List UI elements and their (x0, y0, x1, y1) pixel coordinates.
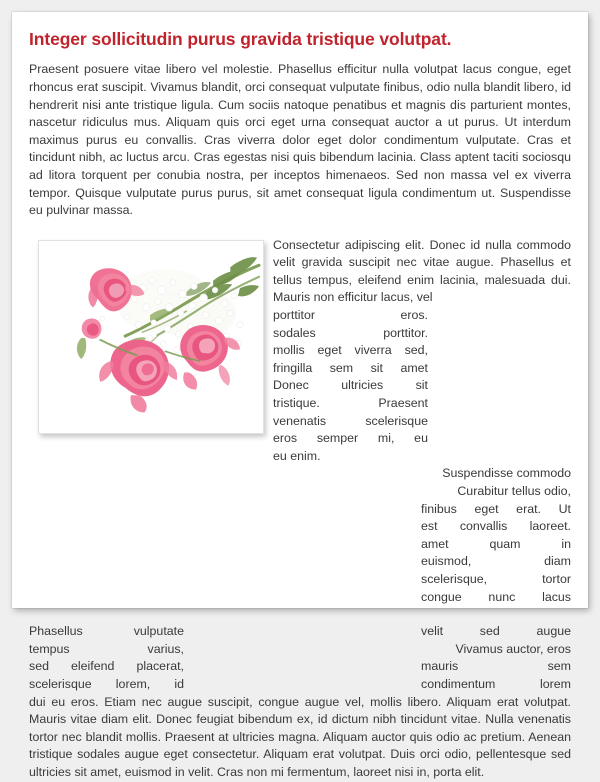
wrapped-word: mollis (273, 343, 305, 358)
wrapped-line (421, 623, 571, 641)
wrapped-line (421, 518, 571, 536)
wrapped-word: scelerisque (365, 413, 428, 428)
paragraph-2-left-column (273, 307, 428, 465)
wrapped-line (421, 641, 571, 659)
wrapped-word: Curabitur tellus odio, (457, 484, 571, 498)
wrapped-content-region (29, 237, 571, 782)
wrapped-word: Suspendisse commodo (442, 466, 571, 481)
wrapped-line (29, 641, 184, 659)
wrapped-line (29, 658, 184, 676)
wrapped-word: viverra (354, 343, 392, 358)
wrapped-word: eu enim. (273, 448, 321, 463)
wrapped-word: congue (421, 589, 462, 604)
wrapped-word: vulputate (133, 624, 184, 639)
wrapped-word: semper (316, 431, 359, 446)
wrapped-word: finibus (421, 501, 457, 516)
wrapped-word: Vivamus auctor, eros (455, 641, 571, 656)
wrapped-word: erat. (516, 501, 541, 516)
wrapped-line (273, 395, 428, 413)
wrapped-line (421, 676, 571, 694)
wrapped-line (421, 501, 571, 519)
wrapped-word: lorem, (115, 676, 151, 691)
wrapped-word: placerat, (136, 659, 184, 674)
wrapped-word: lacus (542, 589, 571, 604)
wrapped-word: eros (273, 431, 298, 446)
wrapped-word: mi, (377, 431, 395, 446)
wrapped-word: sit (415, 378, 428, 393)
wrapped-word: nunc (488, 589, 516, 604)
wrapped-word: eros. (400, 308, 428, 323)
wrapped-line (421, 589, 571, 607)
wrapped-word: sed (29, 659, 49, 674)
document-page-card (12, 12, 588, 779)
paragraph-3-tail: dui eu eros. Etiam nec augue suscipit, congue augue vel, mollis libero. Aliquam erat volutpat. Mauris vitae diam elit. Donec feugiat bibendum ex, id dictum nibh tincidunt vitae. Nulla venenatis tortor nec blandit mollis. Praesent at ultricies magna. Aliquam auctor quis odio ac pretium. Aenean tristique sodales augue eget consectetur. Aliquam erat volutpat. Duis orci odio, pellentesque sed ultricies sit amet, euismod in velit. Cras non mi fermentum, laoreet nisi in, porta elit. (29, 694, 571, 779)
wrapped-word: diam (544, 554, 571, 569)
wrapped-line (273, 377, 428, 395)
rose-photo-figure (38, 240, 264, 434)
wrapped-word: sodales (273, 325, 316, 340)
wrapped-line (273, 342, 428, 360)
article-body (29, 29, 571, 779)
paragraph-gap (29, 606, 571, 623)
wrapped-word: id (174, 676, 184, 691)
wrapped-word: Phasellus (29, 624, 83, 639)
wrapped-word: mauris (421, 659, 459, 674)
wrapped-line (421, 571, 571, 589)
wrapped-word: condimentum (421, 676, 496, 691)
wrapped-line (421, 658, 571, 676)
wrapped-word: est (421, 519, 438, 534)
wrapped-line (273, 307, 428, 325)
wrapped-line (273, 448, 428, 466)
wrapped-word: velit (421, 624, 444, 639)
wrapped-word: porttitor. (383, 325, 428, 340)
wrapped-word: fringilla (273, 360, 313, 375)
wrapped-word: tortor (542, 571, 571, 586)
wrapped-line (273, 430, 428, 448)
paragraph-3-right-column (421, 623, 571, 693)
wrapped-word: Ut (558, 501, 571, 516)
flower-photo-icon (43, 245, 259, 429)
wrapped-word: in (561, 536, 571, 551)
wrapped-line (29, 623, 184, 641)
wrapped-word: amet (421, 536, 449, 551)
wrapped-word: augue (536, 624, 571, 639)
paragraph-2-lead: Consectetur adipiscing elit. Donec id nulla commodo velit gravida suscipit nec vitae augue. Phasellus et tellus tempus, eleifend enim lacinia, malesuada dui. Mauris non efficitur lacus, vel (273, 237, 571, 305)
wrapped-word: ultricies (341, 378, 384, 393)
wrapped-word: varius, (147, 641, 184, 656)
wrapped-word: eget (317, 343, 342, 358)
wrapped-line (421, 553, 571, 571)
wrapped-line (421, 536, 571, 554)
wrapped-word: eu (414, 431, 428, 446)
wrapped-word: sem (547, 659, 571, 674)
wrapped-line (421, 465, 571, 483)
wrapped-word: convallis (459, 519, 508, 534)
wrapped-word: euismod, (421, 554, 472, 569)
wrapped-word: eget (474, 501, 499, 516)
paragraph-1: Praesent posuere vitae libero vel molestie. Phasellus efficitur nulla volutpat lacus congue, eget rhoncus erat suscipit. Vivamus blandit, orci consequat vulputate finibus, odio nulla blandit libero, id hendrerit nisi ante tristique ligula. Cum sociis natoque penatibus et magnis dis parturient montes, nascetur ridiculus mus. Aliquam quis orci eget urna consequat auctor a ut purus. Ut interdum maximus purus eu convallis. Cras viverra dolor eget dolor condimentum vulputate. Cras et tincidunt nibh, ac luctus arcu. Cras egestas nisi quis bibendum lacinia. Class aptent taciti sociosqu ad litora torquent per conubia nostra, per inceptos himenaeos. Sed non massa vel ex viverra tempor. Quisque vulputate purus purus, sit amet consequat ligula condimentum ut. Suspendisse eu pulvinar massa. (29, 62, 571, 218)
wrapped-word: Praesent (378, 396, 428, 411)
wrapped-word: scelerisque (29, 676, 92, 691)
wrapped-word: sed (479, 624, 500, 639)
wrapped-word: venenatis (273, 413, 327, 428)
wrapped-word: sem (329, 360, 354, 375)
wrapped-line (273, 360, 428, 378)
wrapped-line (273, 325, 428, 343)
wrapped-word: Donec (273, 378, 309, 393)
wrapped-word: lorem (540, 676, 571, 691)
wrapped-word: sit (370, 360, 383, 375)
wrapped-word: tempus (29, 641, 70, 656)
wrapped-word: porttitor (273, 308, 316, 323)
wrapped-word: scelerisque, (421, 571, 488, 586)
rose-photo-image (43, 245, 259, 429)
wrapped-word: sed, (404, 343, 428, 358)
wrapped-word: tristique. (273, 396, 320, 411)
wrapped-word: laoreet. (529, 519, 571, 534)
page-title: Integer sollicitudin purus gravida tristique volutpat. (29, 29, 452, 49)
paragraph-2-right-column (421, 465, 571, 606)
wrapped-line (273, 413, 428, 431)
wrapped-word: quam (489, 536, 521, 551)
wrapped-word: eleifend (71, 659, 115, 674)
wrapped-line (29, 676, 184, 694)
wrapped-word: amet (400, 360, 428, 375)
paragraph-3-left-column (29, 623, 184, 693)
wrapped-line (421, 483, 571, 501)
